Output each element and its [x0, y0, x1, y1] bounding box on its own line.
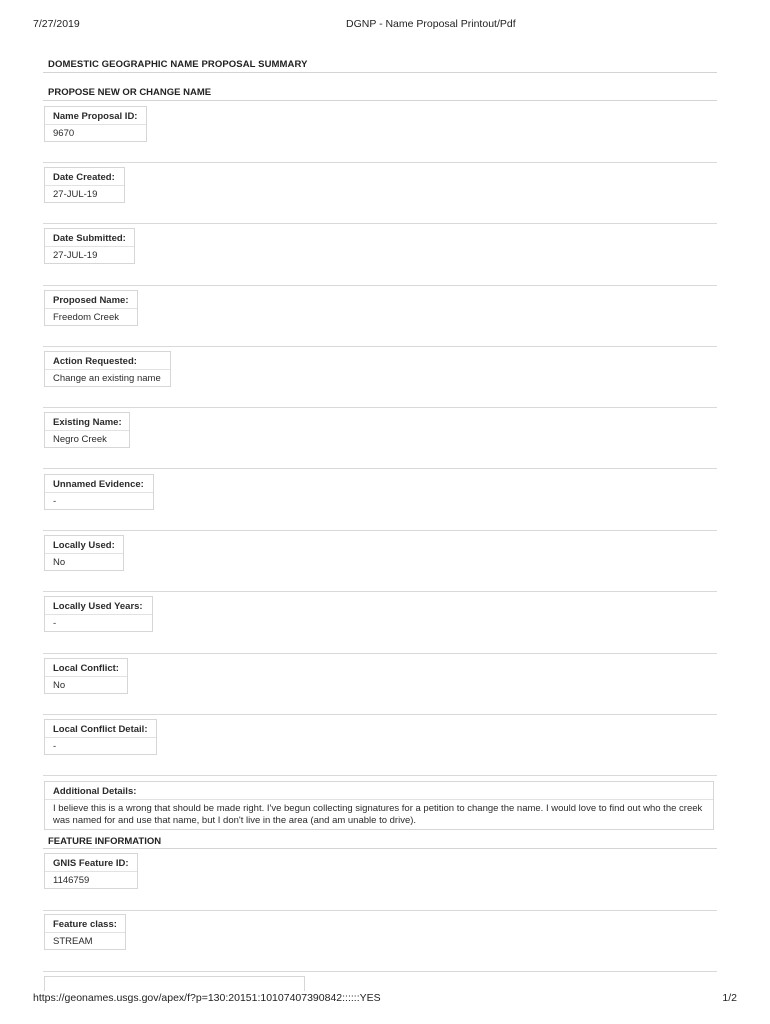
divider — [43, 162, 717, 163]
divider — [43, 775, 717, 776]
page-number: 1/2 — [722, 992, 737, 1004]
divider — [43, 714, 717, 715]
field-proposed-name — [44, 290, 138, 326]
field-value: - — [53, 496, 57, 507]
field-value: No — [53, 680, 66, 691]
divider — [43, 346, 717, 347]
field-date-submitted — [44, 228, 135, 264]
section-feature-heading: FEATURE INFORMATION — [48, 836, 162, 847]
field-additional-details — [44, 781, 714, 830]
field-local-conflict — [44, 658, 128, 694]
field-locally-used-years — [44, 596, 153, 632]
divider — [43, 285, 717, 286]
divider — [43, 971, 717, 972]
field-action-requested — [44, 351, 171, 387]
field-value: - — [53, 618, 57, 629]
field-label: Local Conflict Detail: — [45, 720, 156, 738]
field-value: 27-JUL-19 — [53, 250, 98, 261]
field-label: Existing Name: — [45, 413, 129, 431]
field-value: - — [53, 741, 57, 752]
field-feature-class — [44, 914, 126, 950]
field-label: Proposed Name: — [45, 291, 137, 309]
title-rule — [43, 72, 717, 73]
field-value: No — [53, 557, 66, 568]
field-label: Locally Used Years: — [45, 597, 152, 615]
field-label: Name Proposal ID: — [45, 107, 146, 125]
field-value: 1146759 — [53, 875, 90, 886]
document-title: DOMESTIC GEOGRAPHIC NAME PROPOSAL SUMMARY — [48, 59, 308, 70]
field-label: Date Created: — [45, 168, 124, 186]
field-value: Change an existing name — [53, 373, 161, 384]
field-label: GNIS Feature ID: — [45, 854, 137, 872]
field-value: Freedom Creek — [53, 312, 119, 323]
divider — [43, 468, 717, 469]
field-label: Additional Details: — [45, 782, 713, 800]
field-label: Unnamed Evidence: — [45, 475, 153, 493]
field-value: 27-JUL-19 — [53, 189, 98, 200]
field-existing-name — [44, 412, 130, 448]
divider — [43, 591, 717, 592]
field-unnamed-evidence — [44, 474, 154, 510]
field-local-conflict-detail — [44, 719, 157, 755]
section-rule — [43, 100, 717, 101]
divider — [43, 530, 717, 531]
field-date-created — [44, 167, 125, 203]
section-propose-heading: PROPOSE NEW OR CHANGE NAME — [48, 87, 212, 98]
field-gnis-feature-id — [44, 853, 138, 889]
field-label: Local Conflict: — [45, 659, 127, 677]
field-label: Locally Used: — [45, 536, 123, 554]
print-title: DGNP - Name Proposal Printout/Pdf — [346, 18, 516, 30]
field-label: Feature class: — [45, 915, 125, 933]
field-value: Negro Creek — [53, 434, 107, 445]
field-continued-box — [44, 976, 305, 991]
divider — [43, 223, 717, 224]
print-date: 7/27/2019 — [33, 18, 80, 30]
field-value: 9670 — [53, 128, 75, 139]
field-label: Date Submitted: — [45, 229, 134, 247]
divider — [43, 910, 717, 911]
print-url: https://geonames.usgs.gov/apex/f?p=130:20151:10107407390842::::::YES — [33, 992, 381, 1004]
divider — [43, 653, 717, 654]
field-label: Action Requested: — [45, 352, 170, 370]
divider — [43, 407, 717, 408]
field-value: I believe this is a wrong that should be made right. I've begun collecting signatures for a petition to change the name. I would love to find out who the creek was named for and use that name, but I don't live in the area (and am unable to drive). — [53, 803, 703, 826]
field-value: STREAM — [53, 936, 93, 947]
section-rule — [43, 848, 717, 849]
field-name-proposal-id — [44, 106, 147, 142]
field-locally-used — [44, 535, 124, 571]
